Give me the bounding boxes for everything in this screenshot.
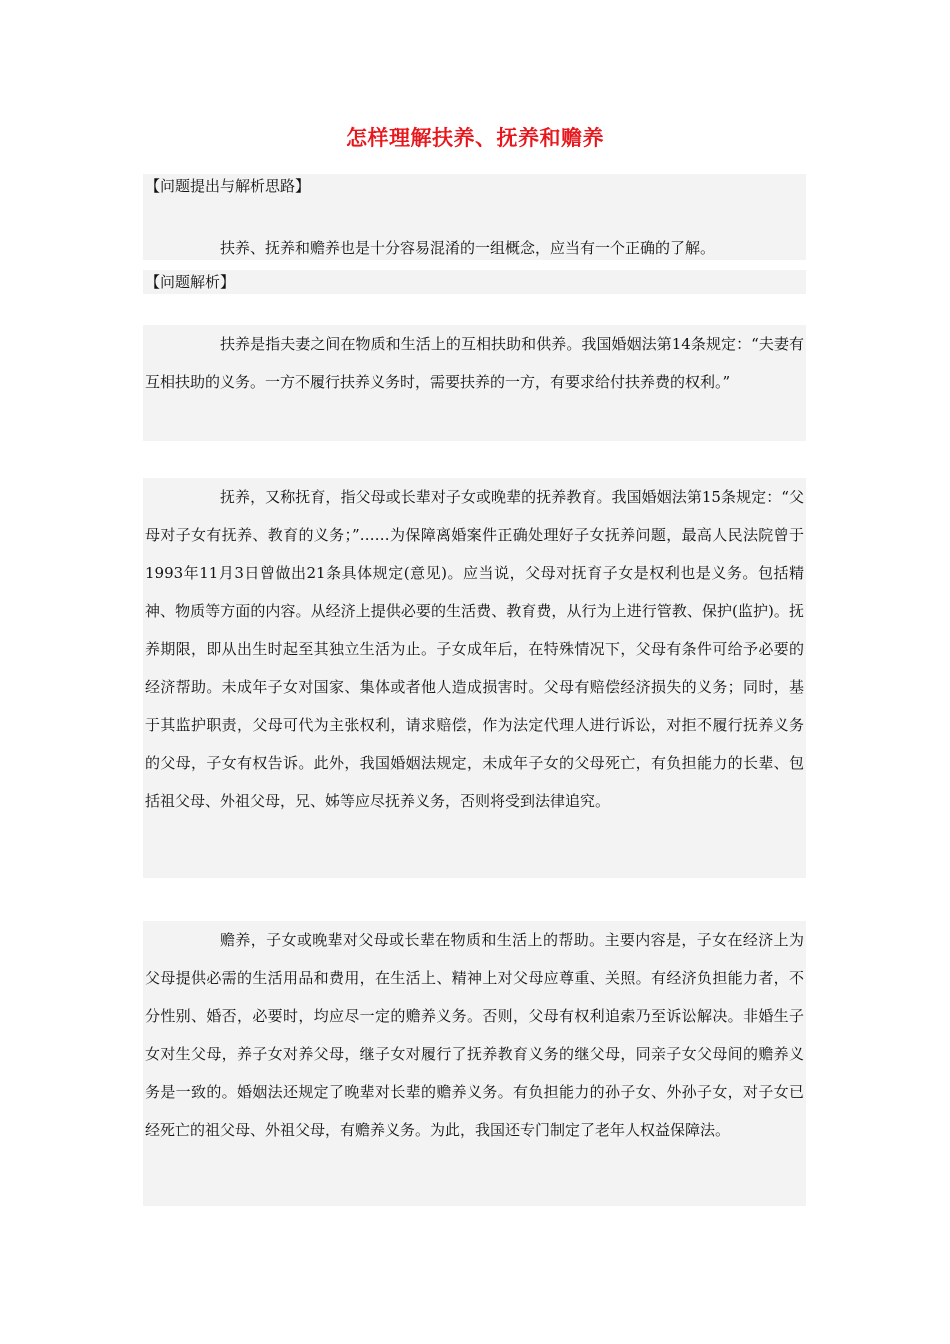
section2-heading: 【问题解析】 (145, 273, 236, 291)
paragraph-2-band (143, 478, 806, 878)
document-title: 怎样理解扶养、抚养和赡养 (346, 125, 604, 150)
paragraph-2: 抚养，又称抚育，指父母或长辈对子女或晚辈的抚养教育。我国婚姻法第15条规定：“父母对子女有抚养、教育的义务；”……为保障离婚案件正确处理好子女抚养问题，最高人民法院曾于1993年11月3日曾做出21条具体规定(意见)。应当说，父母对抚育子女是权利也是义务。包括精神、物质等方面的内容。从经济上提供必要的生活费、教育费，从行为上进行管教、保护(监护)。抚养期限，即从出生时起至其独立生活为止。子女成年后，在特殊情况下，父母有条件可给予必要的经济帮助。未成年子女对国家、集体或者他人造成损害时。父母有赔偿经济损失的义务；同时，基于其监护职责，父母可代为主张权利，请求赔偿，作为法定代理人进行诉讼，对拒不履行抚养义务的父母，子女有权告诉。此外，我国婚姻法规定，未成年子女的父母死亡，有负担能力的长辈、包括祖父母、外祖父母，兄、姊等应尽抚养义务，否则将受到法律追究。 (145, 488, 804, 810)
section2-heading-band (143, 270, 806, 294)
paragraph-3: 赡养，子女或晚辈对父母或长辈在物质和生活上的帮助。主要内容是，子女在经济上为父母提供必需的生活用品和费用，在生活上、精神上对父母应尊重、关照。有经济负担能力者，不分性别、婚否，必要时，均应尽一定的赡养义务。否则，父母有权利追索乃至诉讼解决。非婚生子女对生父母，养子女对养父母，继子女对履行了抚养教育义务的继父母，同亲子女父母间的赡养义务是一致的。婚姻法还规定了晚辈对长辈的赡养义务。有负担能力的孙子女、外孙子女，对子女已经死亡的祖父母、外祖父母，有赡养义务。为此，我国还专门制定了老年人权益保障法。 (145, 931, 804, 1139)
paragraph-1: 扶养是指夫妻之间在物质和生活上的互相扶助和供养。我国婚姻法第14条规定：“夫妻有互相扶助的义务。一方不履行扶养义务时，需要扶养的一方，有要求给付扶养费的权利。” (145, 335, 804, 391)
section1-heading-band (143, 174, 806, 198)
section1-text-band (143, 198, 806, 260)
paragraph-3-band (143, 921, 806, 1206)
paragraph-1-band (143, 325, 806, 441)
section1-text: 扶养、抚养和赡养也是十分容易混淆的一组概念，应当有一个正确的了解。 (220, 239, 716, 257)
section1-heading: 【问题提出与解析思路】 (145, 177, 311, 195)
